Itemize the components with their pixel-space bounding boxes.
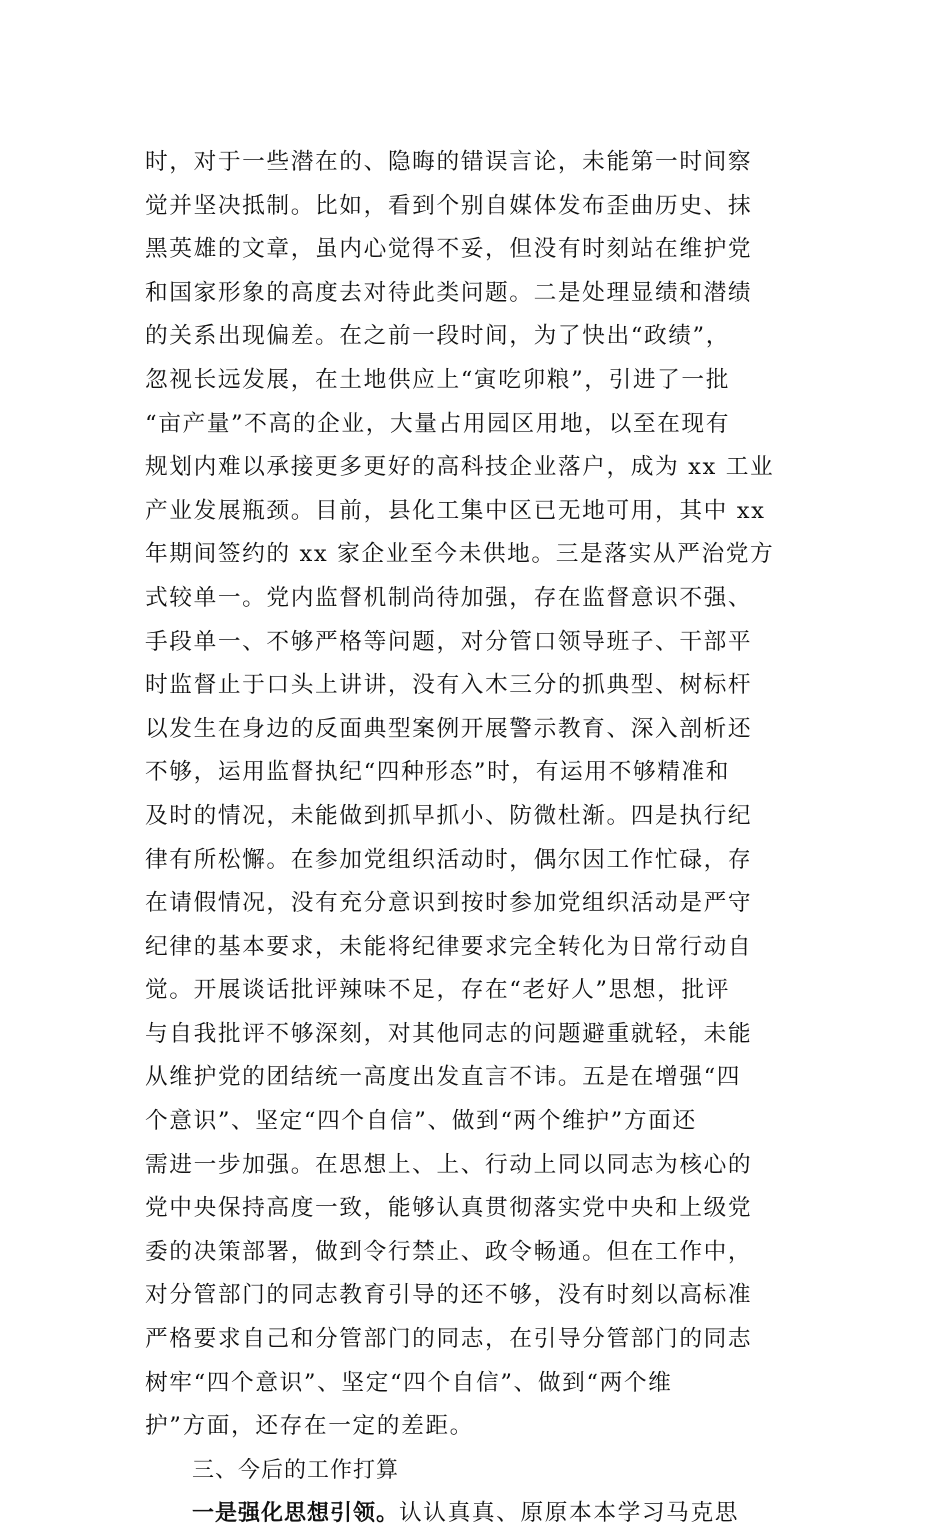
text-line: 觉。开展谈话批评辣味不足，存在“老好人”思想，批评 <box>145 977 731 1004</box>
text-line: 从维护党的团结统一高度出发直言不讳。五是在增强“四 <box>145 1064 742 1091</box>
text-line: 对分管部门的同志教育引导的还不够，没有时刻以高标准 <box>145 1282 753 1309</box>
text-line: 及时的情况，未能做到抓早抓小、防微杜渐。四是执行纪 <box>145 802 753 829</box>
text-line: 式较单一。党内监督机制尚待加强，存在监督意识不强、 <box>145 584 753 611</box>
text-line: “亩产量”不高的企业，大量占用园区用地，以至在现有 <box>145 410 731 437</box>
text-line: 不够，运用监督执纪“四种形态”时，有运用不够精准和 <box>145 759 731 786</box>
text-line: 年期间签约的 xx 家企业至今未供地。三是落实从严治党方 <box>145 541 775 568</box>
text-line: 时，对于一些潜在的、隐晦的错误言论，未能第一时间察 <box>145 149 753 175</box>
lead-rest-text: 认认真真、原原本本学习马克思 <box>399 1500 740 1527</box>
text-line: 以发生在身边的反面典型案例开展警示教育、深入剖析还 <box>145 715 753 742</box>
text-line: 律有所松懈。在参加党组织活动时，偶尔因工作忙碌，存 <box>145 846 753 873</box>
text-line: 规划内难以承接更多更好的高科技企业落户，成为 xx 工业 <box>145 454 775 481</box>
lead-bold-text: 一是强化思想引领。 <box>192 1501 400 1527</box>
text-line: 觉并坚决抵制。比如，看到个别自媒体发布歪曲历史、抹 <box>145 192 753 219</box>
text-line: 产业发展瓶颈。目前，县化工集中区已无地可用，其中 xx <box>145 497 766 524</box>
text-line: 护”方面，还存在一定的差距。 <box>145 1413 474 1440</box>
text-line: 手段单一、不够严格等问题，对分管口领导班子、干部平 <box>145 628 753 655</box>
text-line: 严格要求自己和分管部门的同志，在引导分管部门的同志 <box>145 1326 753 1353</box>
text-line: 与自我批评不够深刻，对其他同志的问题避重就轻，未能 <box>145 1020 753 1047</box>
text-line: 需进一步加强。在思想上、上、行动上同以同志为核心的 <box>145 1151 753 1178</box>
lead-paragraph-line <box>145 1492 810 1536</box>
text-line: 忽视长远发展，在土地供应上“寅吃卯粮”，引进了一批 <box>145 366 731 393</box>
text-line: 个意识”、坚定“四个自信”、做到“两个维护”方面还 <box>145 1108 697 1135</box>
text-line: 和国家形象的高度去对待此类问题。二是处理显绩和潜绩 <box>145 279 753 306</box>
text-line: 纪律的基本要求，未能将纪律要求完全转化为日常行动自 <box>145 933 753 960</box>
text-line: 的关系出现偏差。在之前一段时间，为了快出“政绩”， <box>145 323 731 350</box>
text-line: 在请假情况，没有充分意识到按时参加党组织活动是严守 <box>145 890 753 917</box>
text-line: 委的决策部署，做到令行禁止、政令畅通。但在工作中， <box>145 1238 753 1265</box>
text-line: 时监督止于口头上讲讲，没有入木三分的抓典型、树标杆 <box>145 672 753 699</box>
text-line: 黑英雄的文章，虽内心觉得不妥，但没有时刻站在维护党 <box>145 236 753 263</box>
text-line: 树牢“四个意识”、坚定“四个自信”、做到“两个维 <box>145 1369 673 1396</box>
section-heading: 三、今后的工作打算 <box>192 1457 400 1483</box>
text-line: 党中央保持高度一致，能够认真贯彻落实党中央和上级党 <box>145 1195 753 1222</box>
document-body <box>145 141 810 1536</box>
